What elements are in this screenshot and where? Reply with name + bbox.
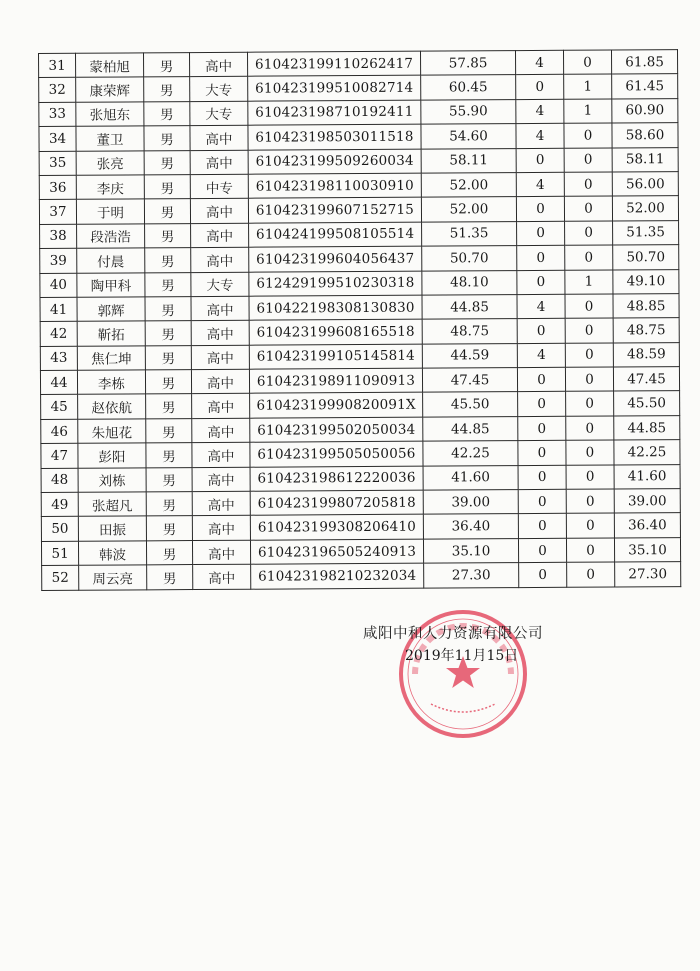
candidate-name-cell: 段浩浩 [77, 224, 145, 249]
exam-score-cell: 39.00 [423, 490, 518, 515]
candidate-name-cell: 于明 [76, 199, 144, 224]
candidate-name-cell: 赵依航 [78, 394, 146, 419]
extra-points-cell: 1 [564, 74, 612, 99]
candidate-name-cell: 董卫 [76, 126, 144, 151]
gender-cell: 男 [146, 492, 192, 517]
total-score-cell: 61.45 [612, 74, 678, 99]
education-cell: 高中 [190, 150, 248, 175]
extra-points-cell: 0 [565, 245, 613, 270]
id-number-cell: 610423198612220036 [250, 466, 423, 491]
extra-points-cell: 0 [565, 294, 613, 319]
total-score-cell: 44.85 [614, 415, 680, 440]
exam-score-cell: 57.85 [420, 51, 515, 76]
extra-points-cell: 0 [566, 489, 614, 514]
exam-score-cell: 42.25 [423, 441, 518, 466]
total-score-cell: 48.59 [613, 342, 679, 367]
gender-cell: 男 [145, 370, 191, 395]
education-cell: 高中 [192, 442, 250, 467]
education-cell: 高中 [193, 564, 251, 589]
bonus-points-cell: 0 [517, 221, 565, 246]
id-number-cell: 610423199502050034 [250, 417, 423, 442]
bonus-points-cell: 0 [519, 562, 567, 587]
id-number-cell: 610423199308206410 [250, 515, 423, 540]
row-number-cell: 34 [39, 126, 76, 151]
education-cell: 高中 [192, 394, 250, 419]
extra-points-cell: 0 [565, 343, 613, 368]
candidate-name-cell: 韩波 [78, 541, 146, 566]
id-number-cell: 610423198710192411 [248, 100, 421, 125]
issue-date: 2019年11月15日 [405, 648, 519, 664]
row-number-cell: 39 [40, 248, 77, 273]
candidate-name-cell: 付晨 [77, 248, 145, 273]
results-table [38, 49, 681, 590]
total-score-cell: 42.25 [614, 440, 680, 465]
total-score-cell: 60.90 [612, 98, 678, 123]
candidate-name-cell: 李庆 [76, 175, 144, 200]
row-number-cell: 31 [39, 53, 76, 78]
gender-cell: 男 [145, 296, 191, 321]
extra-points-cell: 0 [564, 172, 612, 197]
gender-cell: 男 [146, 418, 192, 443]
exam-score-cell: 44.85 [423, 416, 518, 441]
id-number-cell: 610423199509260034 [248, 149, 421, 174]
exam-score-cell: 44.59 [422, 343, 517, 368]
bonus-points-cell: 0 [518, 465, 566, 490]
id-number-cell: 612429199510230318 [249, 271, 422, 296]
total-score-cell: 41.60 [614, 464, 680, 489]
bonus-points-cell: 4 [516, 172, 564, 197]
total-score-cell: 48.85 [613, 293, 679, 318]
total-score-cell: 49.10 [613, 269, 679, 294]
exam-score-cell: 52.00 [421, 197, 516, 222]
total-score-cell: 58.11 [612, 147, 678, 172]
education-cell: 高中 [192, 467, 250, 492]
candidate-name-cell: 张超凡 [78, 492, 146, 517]
row-number-cell: 33 [39, 102, 76, 127]
gender-cell: 男 [145, 248, 191, 273]
extra-points-cell: 0 [565, 318, 613, 343]
total-score-cell: 51.35 [613, 220, 679, 245]
bonus-points-cell: 0 [516, 75, 564, 100]
education-cell: 大专 [190, 101, 248, 126]
id-number-cell: 610423199807205818 [250, 490, 423, 515]
bonus-points-cell: 0 [518, 416, 566, 441]
exam-score-cell: 36.40 [423, 514, 518, 539]
row-number-cell: 32 [39, 78, 76, 103]
gender-cell: 男 [144, 101, 190, 126]
total-score-cell: 27.30 [615, 562, 681, 587]
bonus-points-cell: 0 [517, 319, 565, 344]
candidate-name-cell: 蒙柏旭 [76, 53, 144, 78]
exam-score-cell: 44.85 [422, 294, 517, 319]
exam-score-cell: 47.45 [422, 368, 517, 393]
candidate-name-cell: 张旭东 [76, 102, 144, 127]
bonus-points-cell: 0 [518, 538, 566, 563]
gender-cell: 男 [144, 175, 190, 200]
total-score-cell: 61.85 [611, 50, 677, 75]
candidate-name-cell: 朱旭花 [78, 419, 146, 444]
education-cell: 高中 [191, 223, 249, 248]
gender-cell: 男 [145, 321, 191, 346]
education-cell: 高中 [191, 369, 249, 394]
id-number-cell: 610424199508105514 [249, 222, 422, 247]
row-number-cell: 35 [39, 151, 76, 176]
gender-cell: 男 [147, 565, 193, 590]
candidate-name-cell: 焦仁坤 [77, 346, 145, 371]
education-cell: 大专 [190, 77, 248, 102]
bonus-points-cell: 0 [518, 514, 566, 539]
exam-score-cell: 50.70 [422, 246, 517, 271]
gender-cell: 男 [146, 394, 192, 419]
gender-cell: 男 [144, 126, 190, 151]
extra-points-cell: 0 [566, 440, 614, 465]
extra-points-cell: 0 [564, 196, 612, 221]
row-number-cell: 47 [41, 444, 78, 469]
education-cell: 高中 [191, 247, 249, 272]
extra-points-cell: 0 [567, 562, 615, 587]
row-number-cell: 52 [42, 565, 79, 590]
gender-cell: 男 [146, 540, 192, 565]
bonus-points-cell: 4 [517, 294, 565, 319]
bonus-points-cell: 0 [518, 392, 566, 417]
extra-points-cell: 0 [566, 538, 614, 563]
total-score-cell: 58.60 [612, 123, 678, 148]
row-number-cell: 51 [41, 541, 78, 566]
extra-points-cell: 0 [566, 513, 614, 538]
row-number-cell: 48 [41, 468, 78, 493]
exam-score-cell: 60.45 [421, 75, 516, 100]
gender-cell: 男 [146, 467, 192, 492]
candidate-name-cell: 彭阳 [78, 443, 146, 468]
id-number-cell: 610423199505050056 [250, 441, 423, 466]
extra-points-cell: 0 [565, 367, 613, 392]
exam-score-cell: 58.11 [421, 148, 516, 173]
gender-cell: 男 [146, 443, 192, 468]
education-cell: 高中 [191, 296, 249, 321]
row-number-cell: 49 [41, 492, 78, 517]
extra-points-cell: 0 [566, 465, 614, 490]
extra-points-cell: 0 [565, 221, 613, 246]
total-score-cell: 52.00 [612, 196, 678, 221]
education-cell: 高中 [191, 321, 249, 346]
candidate-name-cell: 李栋 [77, 370, 145, 395]
candidate-name-cell: 陶甲科 [77, 272, 145, 297]
exam-score-cell: 48.10 [422, 270, 517, 295]
education-cell: 高中 [192, 418, 250, 443]
row-number-cell: 50 [41, 517, 78, 542]
company-name: 咸阳中和人力资源有限公司 [363, 626, 543, 642]
row-number-cell: 43 [40, 346, 77, 371]
row-number-cell: 41 [40, 297, 77, 322]
extra-points-cell: 0 [563, 50, 611, 75]
bonus-points-cell: 0 [518, 441, 566, 466]
education-cell: 大专 [191, 272, 249, 297]
gender-cell: 男 [144, 53, 190, 78]
education-cell: 高中 [190, 125, 248, 150]
bonus-points-cell: 0 [517, 367, 565, 392]
education-cell: 高中 [192, 540, 250, 565]
row-number-cell: 36 [39, 175, 76, 200]
total-score-cell: 36.40 [614, 513, 680, 538]
total-score-cell: 35.10 [614, 537, 680, 562]
id-number-cell: 61042319990820091X [250, 393, 423, 418]
bonus-points-cell: 0 [517, 270, 565, 295]
education-cell: 中专 [190, 174, 248, 199]
gender-cell: 男 [145, 345, 191, 370]
row-number-cell: 42 [40, 322, 77, 347]
bonus-points-cell: 0 [516, 148, 564, 173]
id-number-cell: 610423198503011518 [248, 124, 421, 149]
gender-cell: 男 [144, 77, 190, 102]
row-number-cell: 38 [40, 224, 77, 249]
id-number-cell: 610423199604056437 [249, 246, 422, 271]
extra-points-cell: 1 [564, 99, 612, 124]
exam-score-cell: 54.60 [421, 124, 516, 149]
id-number-cell: 610423199110262417 [247, 51, 420, 76]
education-cell: 高中 [191, 345, 249, 370]
exam-score-cell: 52.00 [421, 173, 516, 198]
education-cell: 高中 [190, 199, 248, 224]
total-score-cell: 47.45 [613, 367, 679, 392]
candidate-name-cell: 康荣辉 [76, 77, 144, 102]
total-score-cell: 56.00 [612, 172, 678, 197]
bonus-points-cell: 0 [518, 489, 566, 514]
bonus-points-cell: 0 [517, 245, 565, 270]
candidate-name-cell: 郭辉 [77, 297, 145, 322]
education-cell: 高中 [192, 516, 250, 541]
id-number-cell: 610423199105145814 [249, 344, 422, 369]
extra-points-cell: 0 [564, 123, 612, 148]
extra-points-cell: 0 [566, 391, 614, 416]
gender-cell: 男 [145, 223, 191, 248]
row-number-cell: 40 [40, 273, 77, 298]
gender-cell: 男 [146, 516, 192, 541]
total-score-cell: 39.00 [614, 489, 680, 514]
id-number-cell: 610423199510082714 [248, 76, 421, 101]
bonus-points-cell: 4 [516, 123, 564, 148]
id-number-cell: 610422198308130830 [249, 295, 422, 320]
row-number-cell: 44 [40, 370, 77, 395]
extra-points-cell: 0 [566, 416, 614, 441]
gender-cell: 男 [144, 199, 190, 224]
id-number-cell: 610423198210232034 [251, 563, 424, 588]
extra-points-cell: 0 [564, 148, 612, 173]
bonus-points-cell: 0 [516, 197, 564, 222]
candidate-name-cell: 田振 [78, 516, 146, 541]
table-row [42, 562, 681, 590]
candidate-name-cell: 靳拓 [77, 321, 145, 346]
exam-score-cell: 48.75 [422, 319, 517, 344]
exam-score-cell: 45.50 [423, 392, 518, 417]
total-score-cell: 48.75 [613, 318, 679, 343]
row-number-cell: 46 [41, 419, 78, 444]
candidate-name-cell: 周云亮 [79, 565, 147, 590]
gender-cell: 男 [144, 150, 190, 175]
exam-score-cell: 35.10 [423, 538, 518, 563]
education-cell: 高中 [190, 52, 248, 77]
id-number-cell: 610423198110030910 [248, 173, 421, 198]
exam-score-cell: 27.30 [424, 563, 519, 588]
exam-score-cell: 55.90 [421, 99, 516, 124]
id-number-cell: 610423196505240913 [250, 539, 423, 564]
id-number-cell: 610423199607152715 [248, 198, 421, 223]
candidate-name-cell: 张亮 [76, 150, 144, 175]
id-number-cell: 610423198911090913 [249, 368, 422, 393]
row-number-cell: 37 [39, 200, 76, 225]
exam-score-cell: 51.35 [422, 221, 517, 246]
results-table-body [39, 50, 681, 590]
total-score-cell: 45.50 [614, 391, 680, 416]
candidate-name-cell: 刘栋 [78, 467, 146, 492]
extra-points-cell: 1 [565, 270, 613, 295]
bonus-points-cell: 4 [516, 99, 564, 124]
id-number-cell: 610423199608165518 [249, 319, 422, 344]
gender-cell: 男 [145, 272, 191, 297]
exam-score-cell: 41.60 [423, 465, 518, 490]
education-cell: 高中 [192, 491, 250, 516]
bonus-points-cell: 4 [517, 343, 565, 368]
total-score-cell: 50.70 [613, 245, 679, 270]
bonus-points-cell: 4 [515, 50, 563, 75]
row-number-cell: 45 [41, 395, 78, 420]
